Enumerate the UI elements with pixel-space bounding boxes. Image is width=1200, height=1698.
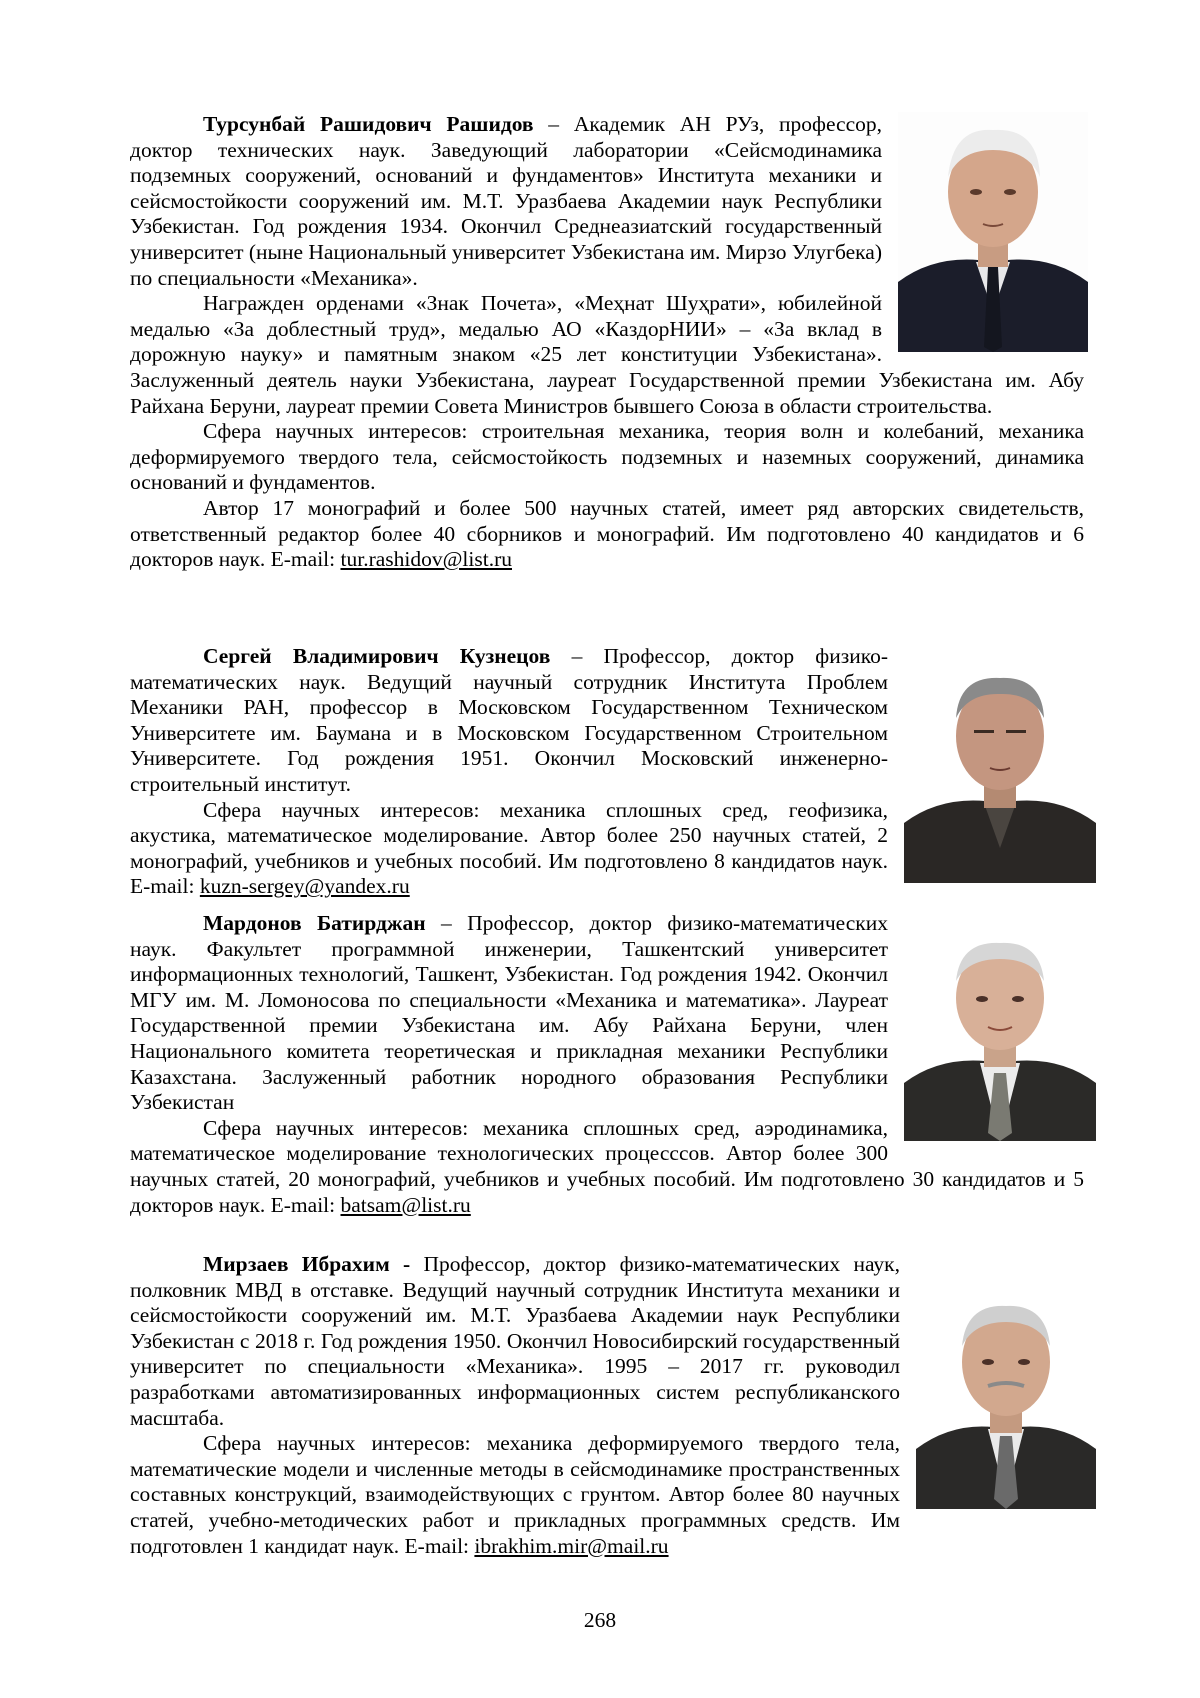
bio-intro-text: – Профессор, доктор физико-математических наук. Факультет программной инженерии, Ташкентский университет информационных технологий, Ташкент, Узбекистан. Год рождения 1942. Окончил МГУ им. М. Ломоносова по специальности «Механика и математика». Лауреат Государственной премии Узбекистана им. Абу Райхана Беруни, член Национального комитета теоретическая и прикладная механики Республики Казахстана. Заслуженный работник нородного образования Республики Узбекистан [130,911,888,1115]
email-link[interactable]: tur.rashidov@list.ru [340,547,512,572]
bio-rashidov [130,112,1084,573]
person-name: Сергей Владимирович Кузнецов [203,644,551,668]
person-name: Турсунбай Рашидович Рашидов [203,112,534,136]
awards-paragraph: Награжден орденами «Знак Почета», «Меҳнат Шуҳрати», юбилейной медалью «За доблестный труд», медалью АО «КаздорНИИ» – «За вклад в дорожную науку» и памятным знаком «25 лет конституции Узбекистана». Заслуженный деятель науки Узбекистана, лауреат Государственной премии Узбекистана им. Абу Райхана Беруни, лауреат премии Совета Министров бывшего Союза в области строительства. [130,291,1084,418]
page-number: 268 [583,1608,617,1632]
portrait-photo [916,1284,1096,1509]
portrait-photo [904,923,1096,1141]
bio-kuznetsov [130,644,1084,900]
interests-text: Сфера научных интересов: механика сплошных сред, аэродинамика, математическое моделирование технологических процесссов. Автор более 300 научных статей, 20 монографий, учебников и учебных пособий. Им подготовлено 30 кандидатов и 5 докторов наук. E-mail: [130,1115,1084,1217]
person-name: Мирзаев Ибрахим - [203,1252,411,1276]
bio-mirzaev [130,1252,1084,1559]
bio-intro-text: – Профессор, доктор физико-математических наук. Ведущий научный сотрудник Института Проблем Механики РАН, профессор в Московском Государственном Техническом Университете им. Баумана и в Московском Государственном Строительном Университете. Год рождения 1951. Окончил Московский инженерно-строительный институт. [130,644,888,796]
publications-text: Автор 17 монографий и более 500 научных статей, имеет ряд авторских свидетельств, ответственный редактор более 40 сборников и монографий. Им подготовлено 40 кандидатов и 6 докторов наук. E-mail: [130,495,1084,572]
interests-text: Сфера научных интересов: механика деформируемого твердого тела, математические модели и численные методы в сейсмодинамике пространственных составных конструкций, взаимодействующих с грунтом. Автор более 80 научных статей, учебно-методических работ и прикладных программных средств. Им подготовлен 1 кандидат наук. E-mail: [130,1431,900,1558]
interests-text: Сфера научных интересов: механика сплошных сред, геофизика, акустика, математическое моделирование. Автор более 250 научных статей, 2 монографий, учебников и учебных пособий. Им подготовлено 8 кандидатов наук. E-mail: [130,797,888,899]
email-link[interactable]: kuzn-sergey@yandex.ru [199,874,410,899]
bio-intro-text: Профессор, доктор физико-математических наук, полковник МВД в отставке. Ведущий научный сотрудник Института механики и сейсмостойкости сооружений им. М.Т. Уразбаева Академии наук Республики Узбекистан с 2018 г. Год рождения 1950. Окончил Новосибирский государственный университет по специальности «Механика». 1995 – 2017 гг. руководил разработками автоматизированных информационных систем республиканского масштаба. [130,1252,900,1430]
portrait-photo [904,658,1096,883]
publications-paragraph [130,496,1084,573]
bio-mardonov [130,911,1084,1218]
person-name: Мардонов Батирджан [203,911,426,935]
portrait-photo [898,112,1088,352]
bio-intro-text: – Академик АН РУз, профессор, доктор технических наук. Заведующий лаборатории «Сейсмодинамика подземных сооружений, оснований и фундаментов» Института механики и сейсмостойкости сооружений им. М.Т. Уразбаева Академии наук Республики Узбекистан. Год рождения 1934. Окончил Среднеазиатский государственный университет (ныне Национальный университет Узбекистана им. Мирзо Улугбека) по специальности «Механика». [130,112,882,290]
email-link[interactable]: batsam@list.ru [340,1192,471,1217]
interests-paragraph: Сфера научных интересов: строительная механика, теория волн и колебаний, механика деформируемого твердого тела, сейсмостойкость подземных и наземных сооружений, динамика оснований и фундаментов. [130,419,1084,495]
email-link[interactable]: ibrakhim.mir@mail.ru [474,1533,669,1558]
